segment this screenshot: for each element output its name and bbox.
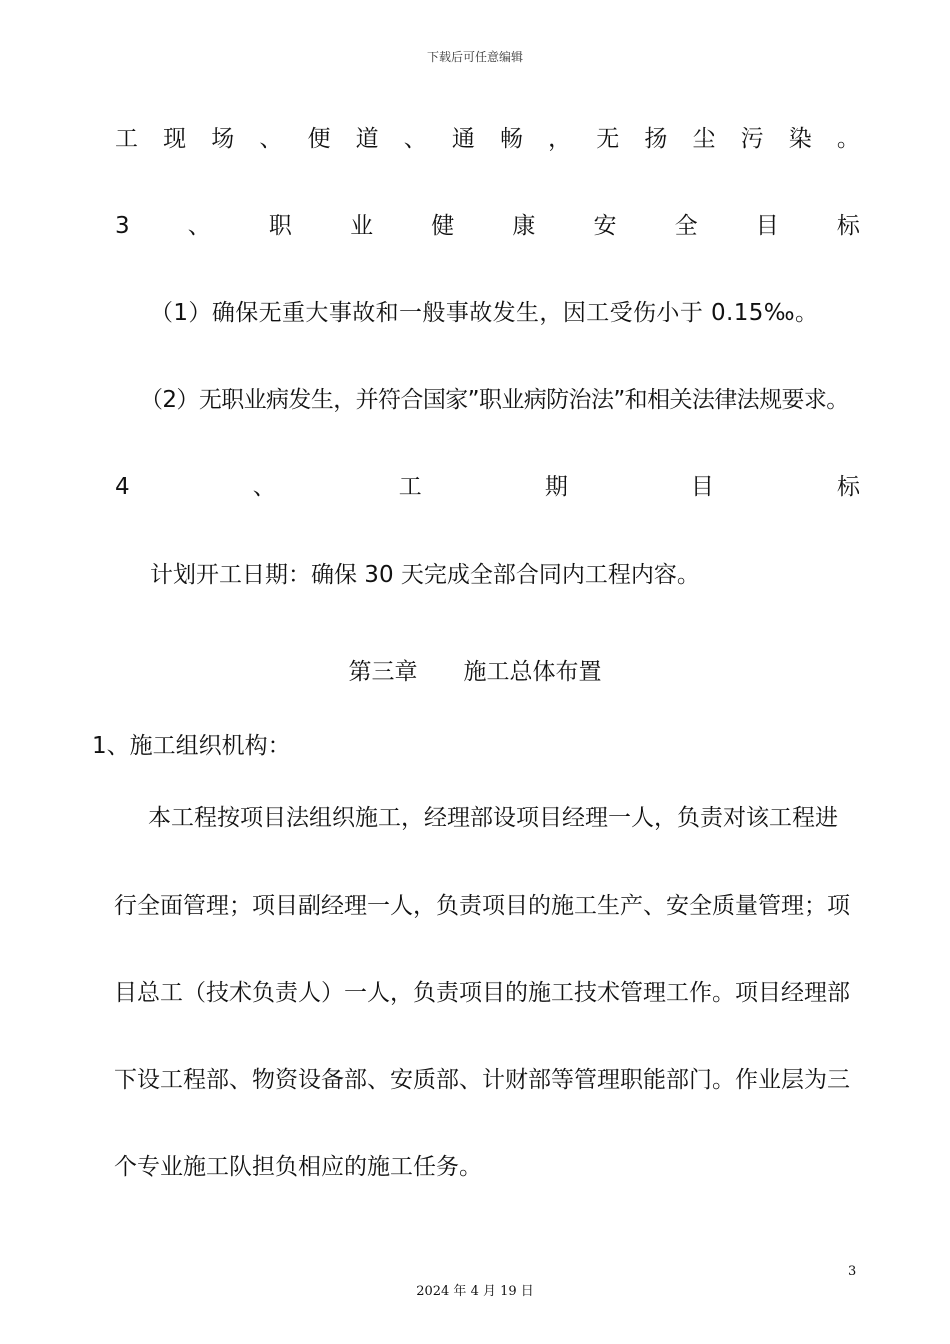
char: 目 bbox=[690, 474, 714, 500]
char: 健 bbox=[431, 213, 455, 239]
heading-occupational-health-safety bbox=[115, 211, 860, 241]
char: 现 bbox=[163, 126, 187, 152]
section-title: 1、施工组织机构： bbox=[92, 733, 291, 759]
char: 工 bbox=[115, 126, 138, 152]
char: 污 bbox=[740, 126, 764, 152]
char: 业 bbox=[350, 213, 374, 239]
char: 标 bbox=[836, 213, 860, 239]
char: 尘 bbox=[692, 126, 716, 152]
char: 职 bbox=[268, 213, 292, 239]
char: 康 bbox=[512, 213, 536, 239]
char: 染 bbox=[788, 126, 812, 152]
schedule-statement: 计划开工日期：确保 30 天完成全部合同内工程内容。 bbox=[150, 562, 700, 588]
char: 畅 bbox=[500, 126, 523, 152]
char: 道 bbox=[355, 126, 379, 152]
paragraph-line: 行全面管理；项目副经理一人，负责项目的施工生产、安全质量管理；项 bbox=[114, 893, 850, 919]
char: 、 bbox=[259, 126, 283, 152]
char: 、 bbox=[403, 126, 427, 152]
paragraph-line: 下设工程部、物资设备部、安质部、计财部等管理职能部门。作业层为三 bbox=[114, 1067, 850, 1093]
list-item-accident-goal: （1）确保无重大事故和一般事故发生，因工受伤小于 0.15‰。 bbox=[150, 300, 819, 326]
char: 。 bbox=[836, 126, 860, 152]
chapter-title: 第三章 施工总体布置 bbox=[348, 659, 602, 685]
text-line-site-conditions bbox=[115, 124, 860, 154]
char: 扬 bbox=[644, 126, 668, 152]
char: 工 bbox=[398, 474, 422, 500]
char: 全 bbox=[674, 213, 698, 239]
char: 无 bbox=[596, 126, 620, 152]
char: 安 bbox=[593, 213, 617, 239]
char: 3 bbox=[115, 213, 130, 239]
char: 、 bbox=[252, 474, 276, 500]
page-number: 3 bbox=[848, 1264, 857, 1279]
footer-date: 2024 年 4 月 19 日 bbox=[416, 1284, 534, 1299]
char: 通 bbox=[451, 126, 475, 152]
char: 便 bbox=[307, 126, 331, 152]
char: 4 bbox=[115, 474, 130, 500]
page-header-note: 下载后可任意编辑 bbox=[426, 50, 523, 64]
heading-schedule-goal bbox=[115, 472, 860, 502]
paragraph-line: 本工程按项目法组织施工，经理部设项目经理一人，负责对该工程进 bbox=[148, 805, 838, 831]
char: 标 bbox=[836, 474, 860, 500]
paragraph-line: 目总工（技术负责人）一人，负责项目的施工技术管理工作。项目经理部 bbox=[114, 980, 850, 1006]
list-item-occupational-disease-goal: （2）无职业病发生，并符合国家”职业病防治法”和相关法律法规要求。 bbox=[140, 387, 849, 413]
char: 、 bbox=[187, 213, 211, 239]
paragraph-line: 个专业施工队担负相应的施工任务。 bbox=[114, 1154, 482, 1180]
char: 场 bbox=[211, 126, 235, 152]
char: 期 bbox=[544, 474, 568, 500]
char: 目 bbox=[755, 213, 779, 239]
char: ， bbox=[548, 126, 572, 152]
